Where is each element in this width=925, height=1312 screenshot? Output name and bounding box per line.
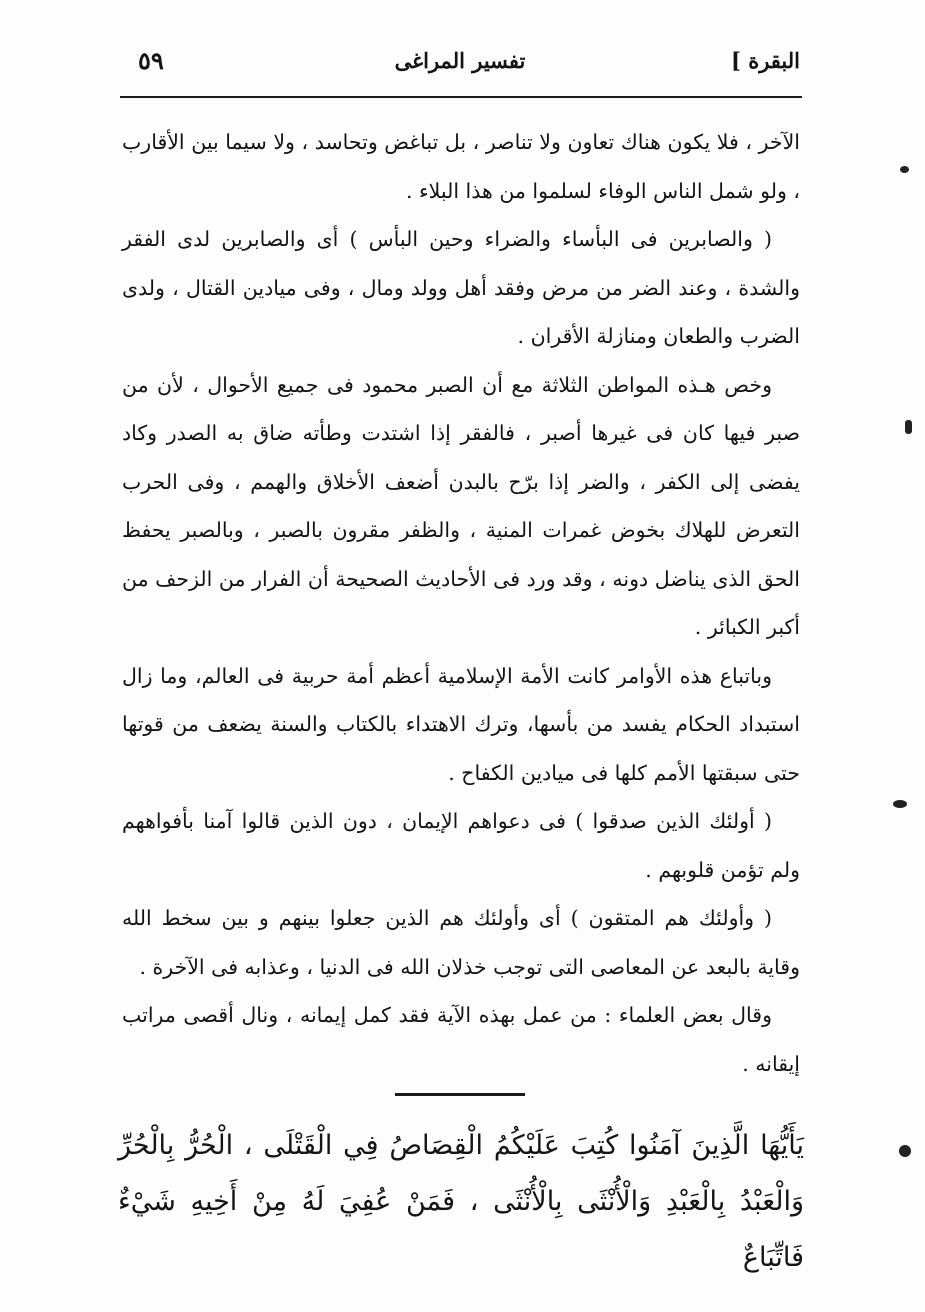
header-rule: [120, 96, 802, 98]
paragraph: وباتباع هذه الأوامر كانت الأمة الإسلامية أعظم أمة حربية فى العالم، وما زال استبداد الحكام يفسد من بأسها، وترك الاهتداء بالكتاب والسنة يضعف من قوتها حتى سبقتها الأمم كلها فى ميادين الكفاح .: [122, 663, 800, 785]
paragraph: ( والصابرين فى البأساء والضراء وحين البأس ) أى والصابرين لدى الفقر والشدة ، وعند الضر من مرض وفقد أهل وولد ومال ، وفى ميادين القتال ، ولدى الضرب والطعان ومنازلة الأقران .: [122, 227, 800, 348]
page-number: ٥٩: [138, 46, 164, 75]
paragraph: ( وأولئك هم المتقون ) أى وأولئك هم الذين جعلوا بينهم و بين سخط الله وقاية بالبعد عن المعاصى التى توجب خذلان الله فى الدنيا ، وعذابه فى الآخرة .: [122, 906, 800, 979]
paragraph: وقال بعض العلماء : من عمل بهذه الآية فقد كمل إيمانه ، ونال أقصى مراتب إيقانه .: [122, 1003, 800, 1076]
paragraph: ( أولئك الذين صدقوا ) فى دعواهم الإيمان ، دون الذين قالوا آمنا بأفواههم ولم تؤمن قلوبهم .: [122, 809, 800, 882]
paragraph: وخص هـذه المواطن الثلاثة مع أن الصبر محمود فى جميع الأحوال ، لأن من صبر فيها كان فى غيرها أصبر ، فالفقر إذا اشتدت وطأته ضاق به الصدر وكاد يفضى إلى الكفر ، والضر إذا برّح بالبدن أضعف الأخلاق والهمم ، وفى الحرب التعرض للهلاك بخوض غمرات المنية ، والظفر مقرون بالصبر ، وبالصبر يحفظ الحق الذى يناضل دونه ، وقد ورد فى الأحاديث الصحيحة أن الفرار من الزحف من أكبر الكبائر .: [122, 372, 800, 639]
book-title: تفسير المراغى: [394, 48, 526, 73]
scan-speck: [893, 800, 907, 808]
page-header: [120, 40, 800, 88]
scan-speck: [900, 166, 909, 173]
paragraph: الآخر ، فلا يكون هناك تعاون ولا تناصر ، بل تباغض وتحاسد ، ولا سيما بين الأقارب ، ولو شمل الناس الوفاء لسلموا من هذا البلاء .: [122, 130, 800, 203]
scan-speck: [899, 1145, 911, 1157]
quran-verse: يَأَيُّهَا الَّذِينَ آمَنُوا كُتِبَ عَلَيْكُمُ الْقِصَاصُ فِي الْقَتْلَى ، الْحُرُّ بِالْحُرِّ وَالْعَبْدُ بِالْعَبْدِ وَالْأُنْثَى بِالْأُنْثَى ، فَمَنْ عُفِيَ لَهُ مِنْ أَخِيهِ شَيْءٌ فَاتِّبَاعٌ: [118, 1130, 804, 1273]
scan-speck: [905, 420, 912, 434]
sura-name: البقرة ]: [730, 48, 800, 73]
commentary-text: [122, 118, 800, 1088]
section-divider: [395, 1093, 525, 1096]
